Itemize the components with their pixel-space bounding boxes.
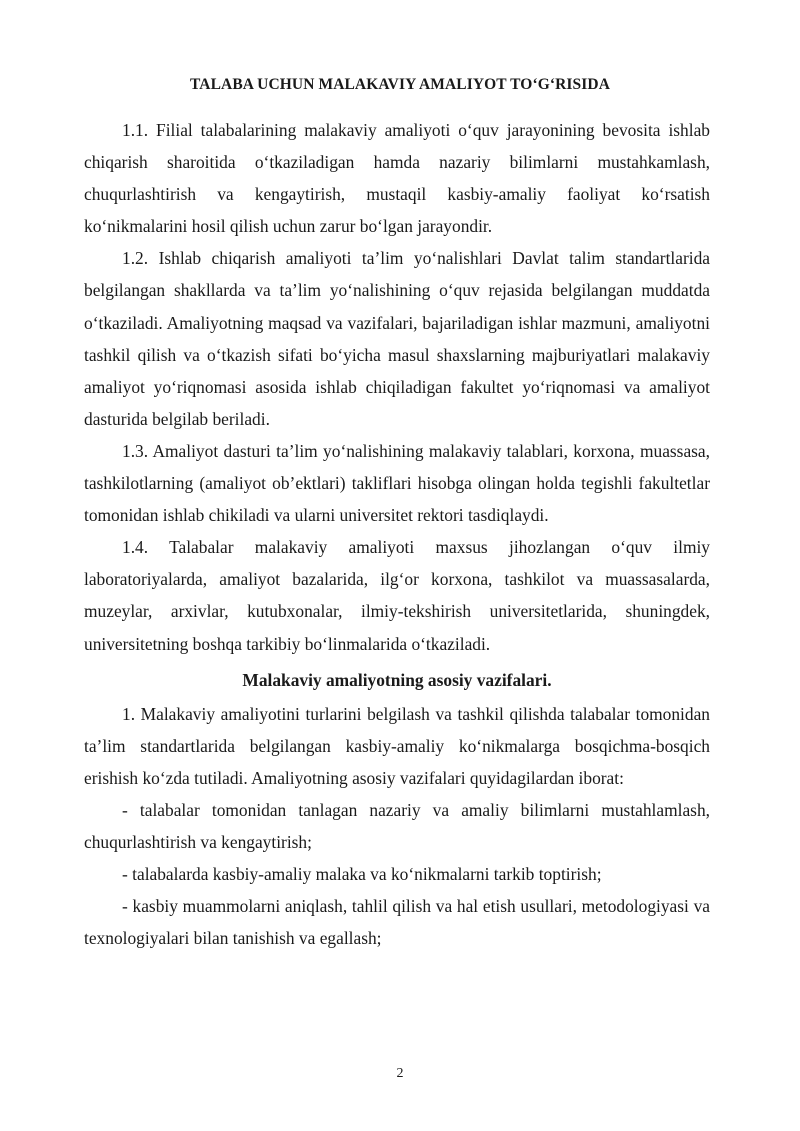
document-body xyxy=(84,114,710,954)
list-item-task-2: - talabalarda kasbiy-amaliy malaka va ko‘nikmalarni tarkib toptirish; xyxy=(122,864,602,885)
paragraph-1-4: 1.4. Talabalar malakaviy amaliyoti maxsus jihozlangan o‘quv ilmiy laboratoriyalarda, amaliyot bazalarida, ilg‘or korxona, tashkilot va muassasalarda, muzeylar, arxivlar, kutubxonalar, ilmiy-tekshirish universitetlarida, shuningdek, universitetning boshqa tarkibiy bo‘linmalarida o‘tkaziladi. xyxy=(84,537,710,654)
paragraph-1-3: 1.3. Amaliyot dasturi ta’lim yo‘nalishining malakaviy talablari, korxona, muassasa, tashkilotlarning (amaliyot ob’ektlari) takliflari hisobga olingan holda tegishli fakultetlar tomonidan ishlab chikiladi va ularni universitet rektori tasdiqlaydi. xyxy=(84,440,710,526)
list-item-task-3: - kasbiy muammolarni aniqlash, tahlil qilish va hal etish usullari, metodologiyasi va texnologiyalari bilan tanishish va egallash; xyxy=(84,896,710,949)
paragraph-1-2: 1.2. Ishlab chiqarish amaliyoti ta’lim yo‘nalishlari Davlat talim standartlarida belgilangan shakllarda va ta’lim yo‘nalishining o‘quv rejasida belgilangan muddatda o‘tkaziladi. Amaliyotning maqsad va vazifalari, bajariladigan ishlar mazmuni, amaliyotni tashkil qilish va o‘tkazish sifati bo‘yicha masul shaxslarning majburiyatlari malakaviy amaliyot yo‘riqnomasi asosida ishlab chiqiladigan fakultet yo‘riqnomasi va amaliyot dasturida belgilab beriladi. xyxy=(84,248,710,429)
list-item-task-1: - talabalar tomonidan tanlagan nazariy va amaliy bilimlarni mustahlamlash, chuqurlashtirish va kengaytirish; xyxy=(84,799,710,853)
paragraph-tasks-intro: 1. Malakaviy amaliyotini turlarini belgilash va tashkil qilishda talabalar tomonidan ta’lim standartlarida belgilangan kasbiy-amaliy ko‘nikmalarga bosqichma-bosqich erishish ko‘zda tutiladi. Amaliyotning asosiy vazifalari quyidagilardan iborat: xyxy=(84,703,710,788)
document-title: TALABA UCHUN MALAKAVIY AMALIYOT TO‘G‘RISIDA xyxy=(190,76,610,93)
section-heading: Malakaviy amaliyotning asosiy vazifalari. xyxy=(242,669,552,690)
paragraph-1-1: 1.1. Filial talabalarining malakaviy amaliyoti o‘quv jarayonining bevosita ishlab chiqarish sharoitida o‘tkaziladigan hamda nazariy bilimlarni mustahkamlash, chuqurlashtirish va kengaytirish, mustaqil kasbiy-amaliy faoliyat ko‘rsatish ko‘nikmalarini hosil qilish uchun zarur bo‘lgan jarayondir. xyxy=(84,120,710,237)
page-number: 2 xyxy=(396,1066,404,1081)
